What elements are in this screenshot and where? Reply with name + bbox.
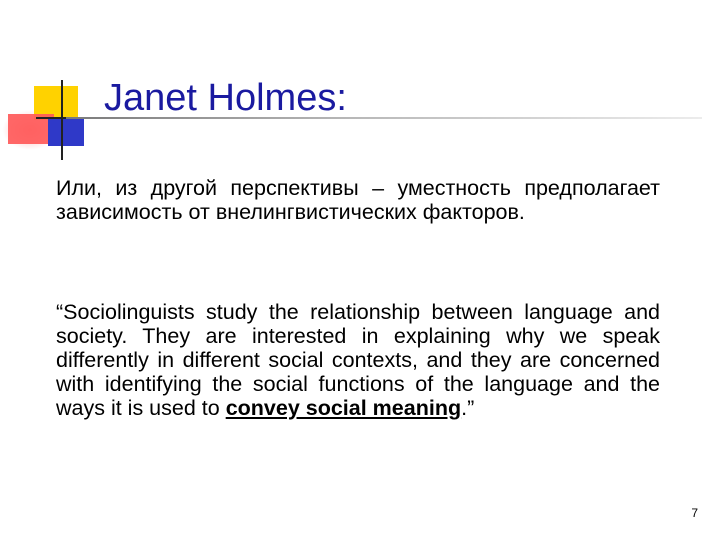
holmes-quote-paragraph bbox=[56, 300, 660, 420]
quote-closing: .” bbox=[461, 396, 475, 420]
quote-emphasis: convey social meaning bbox=[225, 396, 462, 420]
quote-text: “Sociolinguists study the relationship between language and society. They are interested in explaining why we speak differently in different social contexts, and they are concerned with identifying the social functions of the language and the ways it is used to bbox=[56, 300, 660, 420]
page-number: 7 bbox=[691, 506, 698, 520]
russian-paragraph: Или, из другой перспективы – уместность предполагает зависимость от внелингвистических факторов. bbox=[56, 176, 660, 224]
slide-title: Janet Holmes: bbox=[104, 77, 347, 119]
ornament-blue-square bbox=[48, 118, 84, 146]
slide-corner-ornament bbox=[0, 0, 120, 170]
ornament-vertical-line bbox=[61, 80, 63, 160]
